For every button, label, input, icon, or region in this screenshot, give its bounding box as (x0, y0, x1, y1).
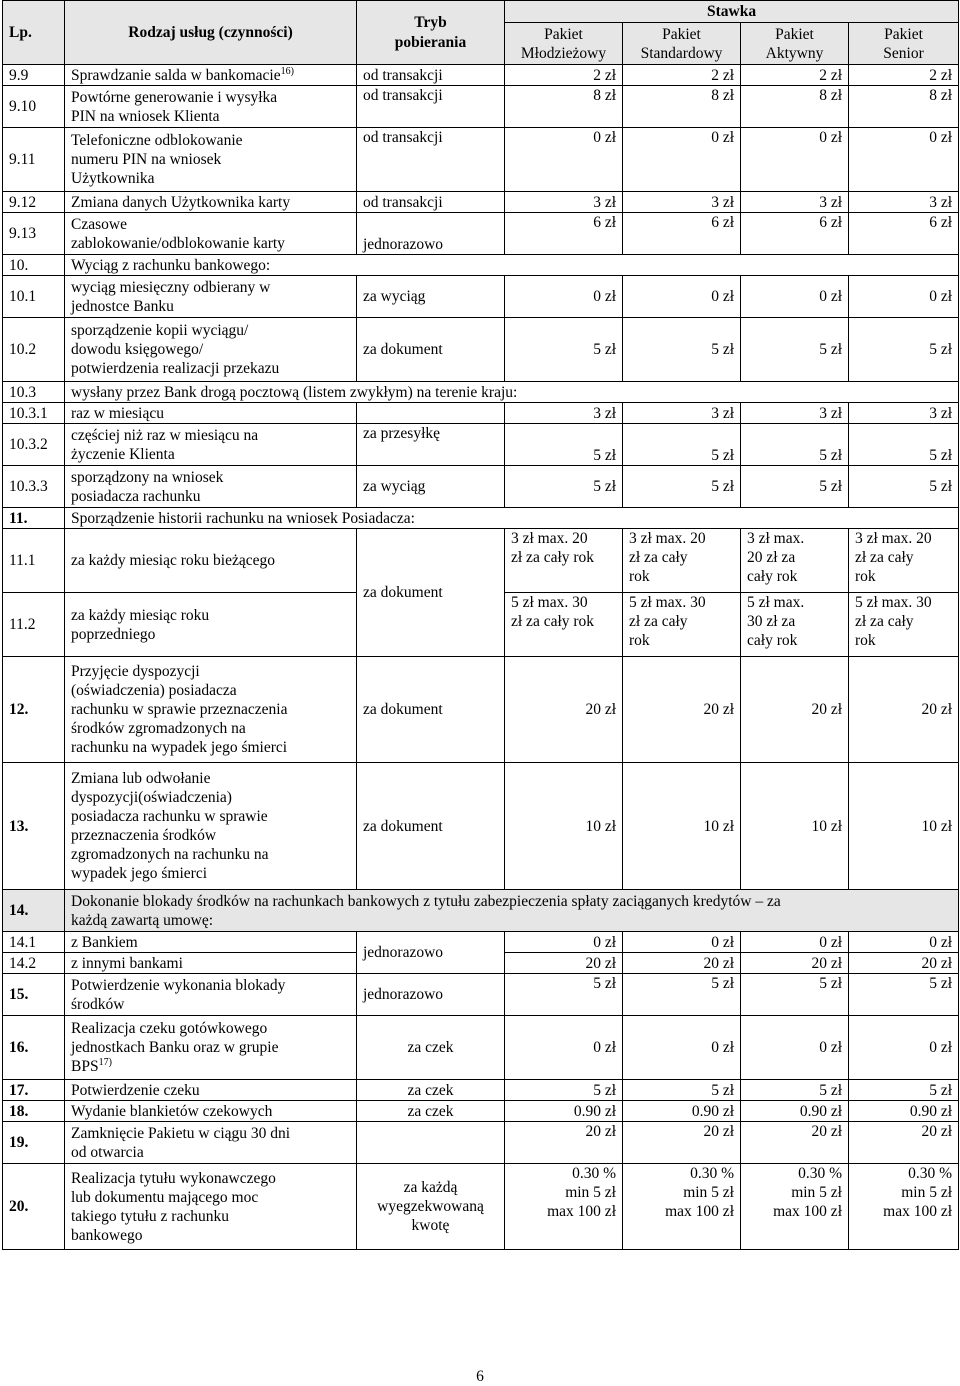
row-mode: jednorazowo (357, 974, 505, 1016)
row-mode: za dokument (357, 318, 505, 382)
value-mlodziezowy: 3 zł (505, 403, 623, 424)
row-mode: za wyciąg (357, 466, 505, 508)
table-row (3, 65, 959, 86)
row-mode: za dokument (357, 529, 505, 657)
value-aktywny: 0 zł (741, 128, 849, 192)
row-description: Realizacja czeku gotówkowego jednostkach Banku oraz w grupie BPS$^{17)}$ (65, 1016, 357, 1080)
header-lp: Lp. (3, 1, 65, 65)
row-mode: za każdą wyegzekwowaną kwotę (357, 1164, 505, 1250)
value-aktywny: 0.90 zł (741, 1101, 849, 1122)
value-standardowy: 5 zł (623, 1080, 741, 1101)
row-number: 14. (3, 890, 65, 932)
row-number: 9.12 (3, 192, 65, 213)
value-mlodziezowy: 3 zł (505, 192, 623, 213)
value-senior: 3 zł (849, 403, 959, 424)
value-aktywny: 0 zł (741, 1016, 849, 1080)
table-row (3, 1164, 959, 1250)
value-senior: 0.30 % min 5 zł max 100 zł (849, 1164, 959, 1250)
value-standardowy: 3 zł (623, 192, 741, 213)
section-title: Wyciąg z rachunku bankowego: (65, 255, 959, 276)
section-title: Sporządzenie historii rachunku na wniosek Posiadacza: (65, 508, 959, 529)
row-number: 10.3.1 (3, 403, 65, 424)
section-row (3, 508, 959, 529)
value-aktywny: 5 zł max. 30 zł za cały rok (741, 593, 849, 657)
value-aktywny: 0 zł (741, 932, 849, 953)
row-mode: za czek (357, 1101, 505, 1122)
header-rate: Stawka (505, 1, 959, 23)
header-package-standardowy: Pakiet Standardowy (623, 23, 741, 65)
row-description: sporządzenie kopii wyciągu/ dowodu księgowego/ potwierdzenia realizacji przekazu (65, 318, 357, 382)
value-senior: 5 zł (849, 424, 959, 466)
row-description: Powtórne generowanie i wysyłka PIN na wniosek Klienta (65, 86, 357, 128)
row-number: 13. (3, 763, 65, 890)
value-aktywny: 2 zł (741, 65, 849, 86)
row-number: 9.9 (3, 65, 65, 86)
row-description: z Bankiem (65, 932, 357, 953)
value-mlodziezowy: 0.90 zł (505, 1101, 623, 1122)
value-mlodziezowy: 0 zł (505, 932, 623, 953)
value-senior: 0 zł (849, 276, 959, 318)
value-senior: 5 zł (849, 1080, 959, 1101)
table-row (3, 932, 959, 953)
value-mlodziezowy: 5 zł (505, 466, 623, 508)
row-mode: za dokument (357, 657, 505, 763)
value-senior: 5 zł (849, 318, 959, 382)
row-description: Zmiana lub odwołanie dyspozycji(oświadczenia) posiadacza rachunku w sprawie przeznaczenia środków zgromadzonych na rachunku na wypadek jego śmierci (65, 763, 357, 890)
row-number: 17. (3, 1080, 65, 1101)
table-header-row-1 (3, 1, 959, 23)
row-description: częściej niż raz w miesiącu na życzenie Klienta (65, 424, 357, 466)
value-aktywny: 5 zł (741, 1080, 849, 1101)
row-description: Potwierdzenie czeku (65, 1080, 357, 1101)
row-number: 15. (3, 974, 65, 1016)
row-description: sporządzony na wniosek posiadacza rachunku (65, 466, 357, 508)
value-aktywny: 20 zł (741, 953, 849, 974)
table-row (3, 1016, 959, 1080)
row-description: z innymi bankami (65, 953, 357, 974)
section-row (3, 382, 959, 403)
value-standardowy: 0.30 % min 5 zł max 100 zł (623, 1164, 741, 1250)
value-standardowy: 6 zł (623, 213, 741, 255)
row-mode: za przesyłkę (357, 424, 505, 466)
value-mlodziezowy: 3 zł max. 20 zł za cały rok (505, 529, 623, 593)
header-package-senior: Pakiet Senior (849, 23, 959, 65)
value-senior: 0 zł (849, 932, 959, 953)
table-row (3, 403, 959, 424)
value-senior: 20 zł (849, 657, 959, 763)
value-standardowy: 3 zł max. 20 zł za cały rok (623, 529, 741, 593)
value-senior: 20 zł (849, 953, 959, 974)
row-description: Sprawdzanie salda w bankomacie$^{16)}$ (65, 65, 357, 86)
footnote-ref: 17) (98, 1056, 112, 1068)
row-number: 10.3 (3, 382, 65, 403)
row-number: 10. (3, 255, 65, 276)
header-mode: Tryb pobierania (357, 1, 505, 65)
value-mlodziezowy: 0.30 % min 5 zł max 100 zł (505, 1164, 623, 1250)
row-description: wyciąg miesięczny odbierany w jednostce Banku (65, 276, 357, 318)
row-mode (357, 403, 505, 424)
value-standardowy: 5 zł (623, 424, 741, 466)
value-aktywny: 5 zł (741, 424, 849, 466)
table-row (3, 1101, 959, 1122)
header-package-mlodziezowy: Pakiet Młodzieżowy (505, 23, 623, 65)
row-mode: jednorazowo (357, 213, 505, 255)
value-aktywny: 5 zł (741, 318, 849, 382)
value-aktywny: 20 zł (741, 1122, 849, 1164)
value-mlodziezowy: 5 zł (505, 318, 623, 382)
row-number: 9.13 (3, 213, 65, 255)
row-number: 10.1 (3, 276, 65, 318)
value-mlodziezowy: 0 zł (505, 276, 623, 318)
row-mode: od transakcji (357, 192, 505, 213)
table-row (3, 128, 959, 192)
value-standardowy: 20 zł (623, 1122, 741, 1164)
value-standardowy: 10 zł (623, 763, 741, 890)
row-mode (357, 1122, 505, 1164)
value-standardowy: 5 zł (623, 974, 741, 1016)
row-description: Czasowe zablokowanie/odblokowanie karty (65, 213, 357, 255)
table-row (3, 213, 959, 255)
table-row (3, 763, 959, 890)
row-number: 19. (3, 1122, 65, 1164)
value-senior: 0.90 zł (849, 1101, 959, 1122)
value-aktywny: 6 zł (741, 213, 849, 255)
row-description: za każdy miesiąc roku poprzedniego (65, 593, 357, 657)
section-title: wysłany przez Bank drogą pocztową (listem zwykłym) na terenie kraju: (65, 382, 959, 403)
value-mlodziezowy: 20 zł (505, 1122, 623, 1164)
value-mlodziezowy: 0 zł (505, 1016, 623, 1080)
section-row (3, 255, 959, 276)
table-row (3, 466, 959, 508)
value-standardowy: 20 zł (623, 953, 741, 974)
row-description: raz w miesiącu (65, 403, 357, 424)
row-description: Zmiana danych Użytkownika karty (65, 192, 357, 213)
value-mlodziezowy: 5 zł (505, 974, 623, 1016)
row-number: 11. (3, 508, 65, 529)
row-mode: za czek (357, 1080, 505, 1101)
table-row (3, 1122, 959, 1164)
value-senior: 5 zł (849, 466, 959, 508)
footnote-ref: 16) (280, 65, 294, 77)
row-number: 16. (3, 1016, 65, 1080)
value-standardowy: 2 zł (623, 65, 741, 86)
value-senior: 6 zł (849, 213, 959, 255)
row-mode: za wyciąg (357, 276, 505, 318)
row-number: 10.3.2 (3, 424, 65, 466)
value-aktywny: 0 zł (741, 276, 849, 318)
header-service: Rodzaj usług (czynności) (65, 1, 357, 65)
value-standardowy: 0 zł (623, 276, 741, 318)
value-senior: 0 zł (849, 1016, 959, 1080)
value-senior: 8 zł (849, 86, 959, 128)
table-row (3, 318, 959, 382)
row-mode: od transakcji (357, 128, 505, 192)
value-standardowy: 5 zł (623, 466, 741, 508)
value-mlodziezowy: 20 zł (505, 657, 623, 763)
value-senior: 0 zł (849, 128, 959, 192)
value-aktywny: 3 zł (741, 192, 849, 213)
page-number: 6 (476, 1368, 484, 1385)
row-number: 11.1 (3, 529, 65, 593)
value-standardowy: 8 zł (623, 86, 741, 128)
value-senior: 20 zł (849, 1122, 959, 1164)
value-aktywny: 10 zł (741, 763, 849, 890)
section-title: Dokonanie blokady środków na rachunkach bankowych z tytułu zabezpieczenia spłaty zaciąganych kredytów – za każdą zawartą umowę: (65, 890, 959, 932)
value-standardowy: 20 zł (623, 657, 741, 763)
row-mode: jednorazowo (357, 932, 505, 974)
row-number: 18. (3, 1101, 65, 1122)
row-number: 10.3.3 (3, 466, 65, 508)
row-number: 14.2 (3, 953, 65, 974)
value-standardowy: 0 zł (623, 932, 741, 953)
value-mlodziezowy: 2 zł (505, 65, 623, 86)
table-row (3, 1080, 959, 1101)
value-standardowy: 0 zł (623, 128, 741, 192)
value-mlodziezowy: 10 zł (505, 763, 623, 890)
table-row (3, 424, 959, 466)
value-senior: 10 zł (849, 763, 959, 890)
value-aktywny: 3 zł max. 20 zł za cały rok (741, 529, 849, 593)
table-row (3, 86, 959, 128)
table-row (3, 529, 959, 593)
value-mlodziezowy: 6 zł (505, 213, 623, 255)
row-description: Wydanie blankietów czekowych (65, 1101, 357, 1122)
value-senior: 5 zł (849, 974, 959, 1016)
value-aktywny: 5 zł (741, 466, 849, 508)
section-row (3, 890, 959, 932)
value-senior: 2 zł (849, 65, 959, 86)
value-aktywny: 0.30 % min 5 zł max 100 zł (741, 1164, 849, 1250)
row-number: 12. (3, 657, 65, 763)
value-mlodziezowy: 5 zł (505, 424, 623, 466)
value-senior: 3 zł (849, 192, 959, 213)
row-description: Przyjęcie dyspozycji (oświadczenia) posiadacza rachunku w sprawie przeznaczenia środków zgromadzonych na rachunku na wypadek jego śmierci (65, 657, 357, 763)
value-senior: 5 zł max. 30 zł za cały rok (849, 593, 959, 657)
row-description: Zamknięcie Pakietu w ciągu 30 dni od otwarcia (65, 1122, 357, 1164)
row-number: 20. (3, 1164, 65, 1250)
value-standardowy: 5 zł (623, 318, 741, 382)
value-standardowy: 3 zł (623, 403, 741, 424)
table-row (3, 657, 959, 763)
table-row (3, 192, 959, 213)
value-standardowy: 5 zł max. 30 zł za cały rok (623, 593, 741, 657)
fee-table (2, 0, 959, 1250)
row-number: 9.11 (3, 128, 65, 192)
value-standardowy: 0.90 zł (623, 1101, 741, 1122)
row-number: 10.2 (3, 318, 65, 382)
row-description: Realizacja tytułu wykonawczego lub dokumentu mającego moc takiego tytułu z rachunku bankowego (65, 1164, 357, 1250)
row-number: 9.10 (3, 86, 65, 128)
value-aktywny: 5 zł (741, 974, 849, 1016)
value-senior: 3 zł max. 20 zł za cały rok (849, 529, 959, 593)
value-aktywny: 3 zł (741, 403, 849, 424)
row-mode: od transakcji (357, 86, 505, 128)
row-description: za każdy miesiąc roku bieżącego (65, 529, 357, 593)
row-number: 11.2 (3, 593, 65, 657)
value-aktywny: 8 zł (741, 86, 849, 128)
value-mlodziezowy: 0 zł (505, 128, 623, 192)
row-number: 14.1 (3, 932, 65, 953)
value-aktywny: 20 zł (741, 657, 849, 763)
row-mode: od transakcji (357, 65, 505, 86)
row-description: Telefoniczne odblokowanie numeru PIN na wniosek Użytkownika (65, 128, 357, 192)
value-standardowy: 0 zł (623, 1016, 741, 1080)
table-row (3, 974, 959, 1016)
value-mlodziezowy: 20 zł (505, 953, 623, 974)
row-mode: za czek (357, 1016, 505, 1080)
row-mode: za dokument (357, 763, 505, 890)
value-mlodziezowy: 5 zł (505, 1080, 623, 1101)
table-row (3, 276, 959, 318)
value-mlodziezowy: 8 zł (505, 86, 623, 128)
value-mlodziezowy: 5 zł max. 30 zł za cały rok (505, 593, 623, 657)
row-description: Potwierdzenie wykonania blokady środków (65, 974, 357, 1016)
header-package-aktywny: Pakiet Aktywny (741, 23, 849, 65)
